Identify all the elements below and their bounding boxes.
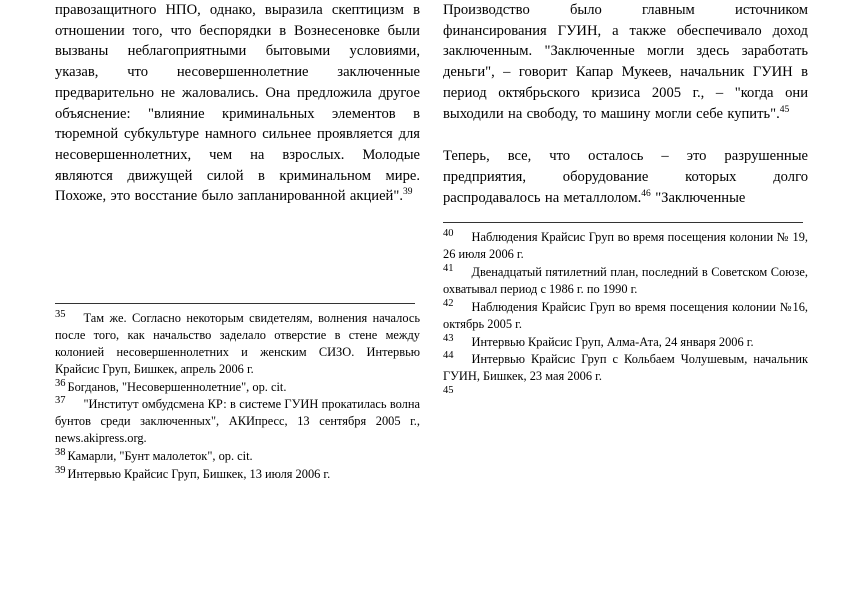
footnote-item xyxy=(55,379,420,396)
footnote-marker: 46 xyxy=(641,188,651,199)
footnote-item xyxy=(443,264,808,298)
footnote-number: 40 xyxy=(443,228,454,240)
footnote-separator-right xyxy=(443,222,803,223)
right-body-paragraph-2 xyxy=(443,146,808,208)
footnote-text: Интервью Крайсис Груп, Алма-Ата, 24 января 2006 г. xyxy=(471,334,754,349)
right-body-text-1: Производство было главным источником финансирования ГУИН, а также обеспечивало доход заключенным. "Заключенные могли здесь заработать деньги", – говорит Капар Мукеев, начальник ГУИН в период октябрьского кризиса 2005 г., – "когда они выходили на свободу, то машину могли себе купить". xyxy=(443,2,808,122)
footnote-text: Там же. Согласно некоторым свидетелям, волнения началось после того, как начальство заделало отверстие в стене между колонией несовершеннолетних и женским СИЗО. Интервью Крайсис Груп, Бишкек, апрель 2006 г. xyxy=(55,311,420,376)
right-body-trailing-text: "Заключенные xyxy=(655,189,746,206)
footnote-number: 44 xyxy=(443,350,454,362)
footnote-number: 38 xyxy=(55,446,66,458)
footnote-text: Богданов, "Несовершеннолетние", op. cit. xyxy=(67,379,287,394)
footnote-number: 45 xyxy=(443,385,454,397)
footnote-number: 36 xyxy=(55,377,66,389)
footnote-item xyxy=(443,386,808,403)
footnote-number: 43 xyxy=(443,332,454,344)
right-footnotes xyxy=(443,229,808,403)
right-column xyxy=(443,0,808,404)
footnote-number: 41 xyxy=(443,263,454,275)
footnote-text: Наблюдения Крайсис Груп во время посещения колонии №16, октябрь 2005 г. xyxy=(443,299,808,331)
left-body-text: правозащитного НПО, однако, выразила скептицизм в отношении того, что беспорядки в Вознесеновке были вызваны неблагоприятными бытовыми условиями, указав, что несовершеннолетние заключенные предварительно не жаловались. Она предложила другое объяснение: "влияние криминальных элементов в тюремной субкультуре намного сильнее проявляется для несовершеннолетних, чем на взрослых. Молодые являются движущей силой в криминальном мире. Похоже, это восстание было запланированной акцией". xyxy=(55,2,420,205)
footnote-text: Интервью Крайсис Груп с Кольбаем Чолушевым, начальник ГУИН, Бишкек, 23 мая 2006 г. xyxy=(443,352,808,384)
footnote-marker: 39 xyxy=(402,187,413,198)
footnote-text: "Институт омбудсмена КР: в системе ГУИН прокатилась волна бунтов среди заключенных", АКИпресс, 13 сентября 2005 г., news.akipress.org. xyxy=(55,397,420,446)
footnote-item xyxy=(443,229,808,263)
footnote-number: 37 xyxy=(55,395,66,407)
footnote-number: 42 xyxy=(443,297,454,309)
footnote-item xyxy=(55,310,420,377)
footnote-number: 39 xyxy=(55,464,66,476)
footnote-text: Наблюдения Крайсис Груп во время посещения колонии № 19, 26 июля 2006 г. xyxy=(443,230,808,262)
footnote-text: Двенадцатый пятилетний план, последний в Советском Союзе, охватывал период с 1986 г. по 1990 г. xyxy=(443,265,808,297)
left-footnotes xyxy=(55,310,420,483)
footnote-text: Интервью Крайсис Груп, Бишкек, 13 июля 2006 г. xyxy=(67,466,331,481)
footnote-item xyxy=(55,396,420,447)
footnote-separator-left xyxy=(55,303,415,304)
left-column xyxy=(55,0,420,484)
footnote-item xyxy=(443,299,808,333)
left-body-paragraph xyxy=(55,0,420,207)
footnote-item xyxy=(443,334,808,351)
footnote-item xyxy=(55,466,420,483)
footnote-item xyxy=(443,351,808,385)
right-body-paragraph-1 xyxy=(443,0,808,124)
footnote-text: Камарли, "Бунт малолеток", op. cit. xyxy=(67,449,253,464)
footnote-number: 35 xyxy=(55,309,66,321)
right-body-text-2: Теперь, все, что осталось – это разрушенные предприятия, оборудование которых долго распродавалось на металлолом. xyxy=(443,148,808,206)
footnote-item xyxy=(55,448,420,465)
footnote-marker: 45 xyxy=(779,104,790,115)
